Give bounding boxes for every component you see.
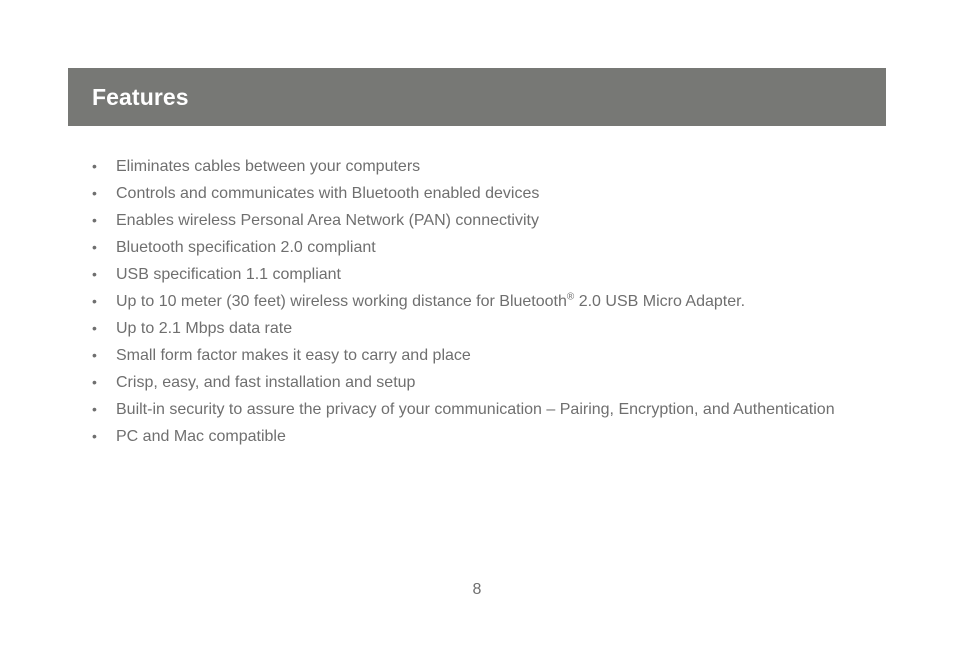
section-header-bar — [68, 68, 886, 126]
page-number: 8 — [472, 581, 482, 598]
feature-text: Crisp, easy, and fast installation and setup — [116, 374, 416, 391]
registered-mark: ® — [566, 291, 575, 303]
bullet-icon: • — [92, 185, 97, 201]
feature-text: Eliminates cables between your computers — [116, 158, 421, 175]
bullet-icon: • — [92, 347, 97, 363]
bullet-icon: • — [92, 293, 97, 309]
bullet-icon: • — [92, 239, 97, 255]
feature-item — [92, 315, 882, 342]
feature-item — [92, 288, 882, 315]
feature-item — [92, 396, 882, 423]
feature-item — [92, 369, 882, 396]
feature-text: Small form factor makes it easy to carry and place — [116, 347, 471, 364]
bullet-icon: • — [92, 374, 97, 390]
feature-text: Up to 2.1 Mbps data rate — [116, 320, 293, 337]
feature-item — [92, 153, 882, 180]
bullet-icon: • — [92, 158, 97, 174]
feature-item — [92, 423, 882, 450]
feature-text: USB specification 1.1 compliant — [116, 266, 341, 283]
feature-text: Controls and communicates with Bluetooth enabled devices — [116, 185, 540, 202]
feature-text-continued: 2.0 USB Micro Adapter. — [574, 293, 746, 310]
bullet-icon: • — [92, 320, 97, 336]
feature-list — [92, 153, 882, 450]
bullet-icon: • — [92, 266, 97, 282]
feature-item — [92, 261, 882, 288]
feature-item — [92, 342, 882, 369]
feature-item — [92, 234, 882, 261]
bullet-icon: • — [92, 212, 97, 228]
feature-text: Bluetooth specification 2.0 compliant — [116, 239, 376, 256]
feature-text: Up to 10 meter (30 feet) wireless working distance for Bluetooth — [116, 293, 567, 310]
feature-text: PC and Mac compatible — [116, 428, 286, 445]
feature-item — [92, 207, 882, 234]
feature-item — [92, 180, 882, 207]
bullet-icon: • — [92, 428, 97, 444]
section-title: Features — [92, 84, 189, 110]
feature-text: Built-in security to assure the privacy of your communication – Pairing, Encryption, and Authentication — [116, 401, 835, 418]
feature-text: Enables wireless Personal Area Network (PAN) connectivity — [116, 212, 539, 229]
bullet-icon: • — [92, 401, 97, 417]
